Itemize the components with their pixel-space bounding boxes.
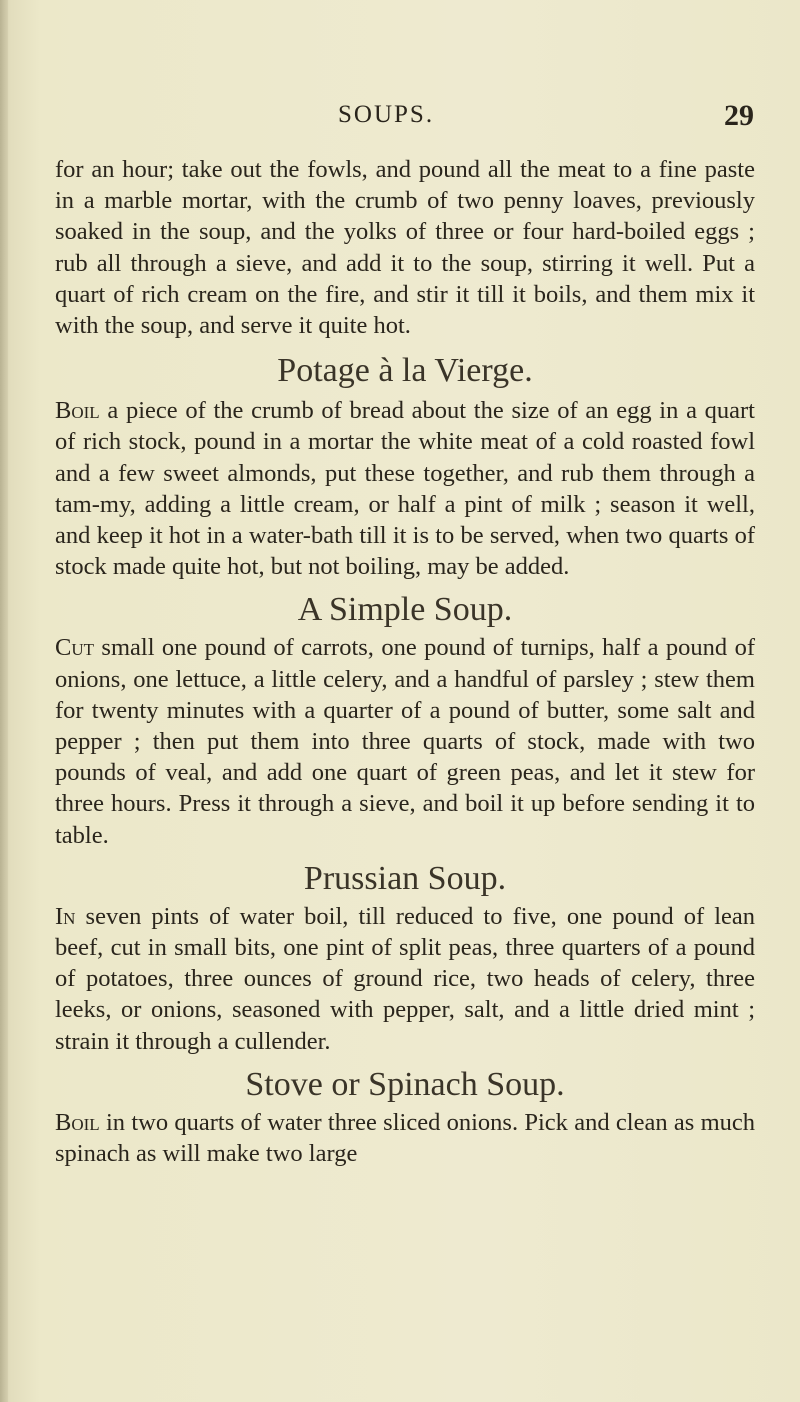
recipe-body-simple-soup (55, 632, 755, 850)
recipe-title-potage-a-la-vierge: Potage à la Vierge. (277, 352, 533, 390)
recipe-title-prussian-soup: Prussian Soup. (303, 859, 507, 897)
lead-word: In (55, 902, 76, 930)
page-gutter (0, 0, 8, 1402)
recipe-title-simple-soup: A Simple Soup. (297, 591, 513, 629)
paragraph-text: small one pound of carrots, one pound of turnips, half a pound of onions, one lettuce, a little celery, and a handful of parsley ; stew them for twenty minutes with a quarter of a pound of butter, some salt and pepper ; then put them into three quarts of stock, made with two pounds of veal, and add one quart of green peas, and let it stew for three hours. Press it through a sieve, and boil it up before sending it to table. (55, 634, 755, 849)
lead-word: Boil (55, 397, 100, 425)
lead-word: Boil (55, 1108, 100, 1136)
running-head (338, 99, 758, 135)
recipe-body-prussian-soup (55, 901, 755, 1057)
recipe-body-potage-a-la-vierge (55, 395, 755, 582)
paragraph-text: in two quarts of water three sliced onions. Pick and clean as much spinach as will make two large (55, 1108, 755, 1168)
recipe-body-stove-or-spinach-soup (55, 1107, 755, 1169)
page-text (55, 154, 755, 1169)
recipe-title-stove-or-spinach-soup: Stove or Spinach Soup. (245, 1065, 565, 1103)
paragraph-text: a piece of the crumb of bread about the size of an egg in a quart of rich stock, pound in a mortar the white meat of a cold roasted fowl and a few sweet almonds, put these together, and rub them through a tam-my, adding a little cream, or half a pint of milk ; season it well, and keep it hot in a water-bath till it is to be served, when two quarts of stock made quite hot, but not boiling, may be added. (55, 397, 755, 581)
page-number: 29 (724, 99, 754, 132)
paragraph-text: seven pints of water boil, till reduced to five, one pound of lean beef, cut in small bits, one pint of split peas, three quarters of a pound of potatoes, three ounces of ground rice, two heads of celery, three leeks, or onions, seasoned with pepper, salt, and a little dried mint ; strain it through a cullender. (55, 902, 755, 1055)
lead-word: Cut (55, 634, 95, 662)
running-title: SOUPS. (338, 101, 435, 128)
paragraph-continuation: for an hour; take out the fowls, and pound all the meat to a fine paste in a marble mortar, with the crumb of two penny loaves, previously soaked in the soup, and the yolks of three or four hard-boiled eggs ; rub all through a sieve, and add it to the soup, stirring it well. Put a quart of rich cream on the fire, and stir it till it boils, and them mix it with the soup, and serve it quite hot. (55, 156, 755, 340)
